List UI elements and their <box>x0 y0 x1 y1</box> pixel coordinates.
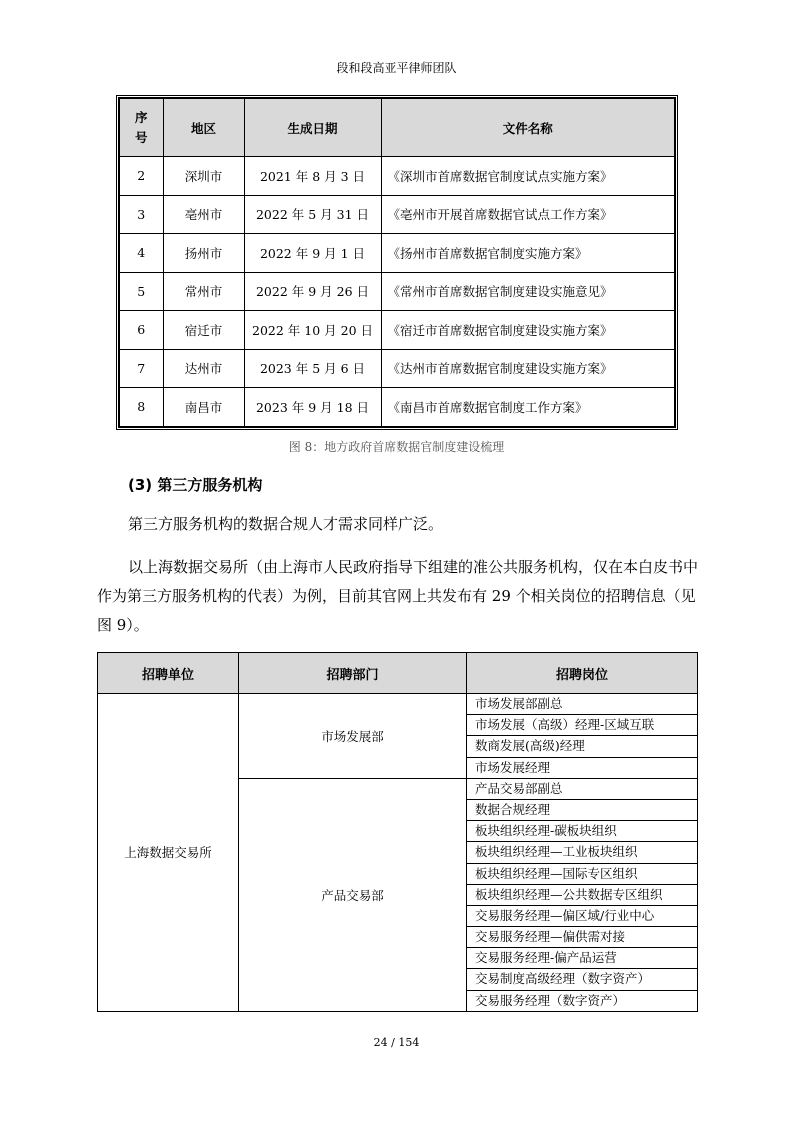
post-item: 市场发展（高级）经理-区域互联 <box>467 715 697 736</box>
post-item: 板块组织经理—国际专区组织 <box>467 864 697 885</box>
row-region: 南昌市 <box>163 388 244 427</box>
paragraph: 以上海数据交易所（由上海市人民政府指导下组建的准公共服务机构，仅在本白皮书中作为第三方服务机构的代表）为例，目前其官网上共发布有 29 个相关岗位的招聘信息（见图 9）。 <box>97 558 699 634</box>
row-index: 2 <box>119 157 163 196</box>
row-date: 2021 年 8 月 3 日 <box>244 157 381 196</box>
row-filename: 《深圳市首席数据官制度试点实施方案》 <box>381 157 675 196</box>
cdo-policy-table <box>118 97 676 428</box>
row-filename: 《宿迁市首席数据官制度建设实施方案》 <box>381 311 675 350</box>
row-region: 达州市 <box>163 349 244 388</box>
header-date: 生成日期 <box>244 98 381 157</box>
row-region: 亳州市 <box>163 195 244 234</box>
table-row <box>119 195 675 234</box>
row-region: 扬州市 <box>163 234 244 273</box>
post-item: 市场发展经理 <box>475 759 551 775</box>
post-item: 板块组织经理—工业板块组织 <box>467 842 697 863</box>
row-index: 7 <box>119 349 163 388</box>
row-date: 2023 年 5 月 6 日 <box>244 349 381 388</box>
header-department: 招聘部门 <box>239 653 467 694</box>
row-index: 3 <box>119 195 163 234</box>
post-item: 交易服务经理（数字资产） <box>475 992 626 1008</box>
paragraph: 第三方服务机构的数据合规人才需求同样广泛。 <box>128 515 444 533</box>
department-cell: 市场发展部 <box>239 694 467 779</box>
row-date: 2022 年 5 月 31 日 <box>244 195 381 234</box>
table-row <box>119 388 675 427</box>
row-index: 8 <box>119 388 163 427</box>
post-item: 板块组织经理—公共数据专区组织 <box>467 885 697 906</box>
row-region: 深圳市 <box>163 157 244 196</box>
row-date: 2022 年 10 月 20 日 <box>244 311 381 350</box>
page-header: 段和段高亚平律师团队 <box>336 61 457 75</box>
row-index: 6 <box>119 311 163 350</box>
post-item: 交易服务经理-偏产品运营 <box>467 948 697 969</box>
row-index: 5 <box>119 272 163 311</box>
row-date: 2022 年 9 月 1 日 <box>244 234 381 273</box>
row-filename: 《南昌市首席数据官制度工作方案》 <box>381 388 675 427</box>
post-item: 数商发展(高级)经理 <box>467 736 697 757</box>
page-number: 24 / 154 <box>373 1036 420 1049</box>
header-index: 序 号 <box>119 98 163 157</box>
unit-cell: 上海数据交易所 <box>98 694 239 1012</box>
posts-cell <box>467 778 698 1011</box>
row-region: 常州市 <box>163 272 244 311</box>
post-item: 数据合规经理 <box>467 800 697 821</box>
row-filename: 《常州市首席数据官制度建设实施意见》 <box>381 272 675 311</box>
row-date: 2023 年 9 月 18 日 <box>244 388 381 427</box>
header-post: 招聘岗位 <box>467 653 698 694</box>
post-item: 市场发展部副总 <box>467 694 697 715</box>
table-row <box>119 311 675 350</box>
header-region: 地区 <box>163 98 244 157</box>
figure-caption: 图 8：地方政府首席数据官制度建设梳理 <box>288 440 505 454</box>
row-filename: 《达州市首席数据官制度建设实施方案》 <box>381 349 675 388</box>
table-row <box>119 234 675 273</box>
row-date: 2022 年 9 月 26 日 <box>244 272 381 311</box>
post-item: 交易服务经理—偏供需对接 <box>467 927 697 948</box>
recruitment-table <box>97 652 698 1012</box>
table-header-row <box>119 98 675 157</box>
table-row <box>119 272 675 311</box>
table-header-row <box>98 653 698 694</box>
department-cell: 产品交易部 <box>239 778 467 1011</box>
table-row <box>98 694 698 779</box>
row-index: 4 <box>119 234 163 273</box>
table-row <box>119 349 675 388</box>
header-filename: 文件名称 <box>381 98 675 157</box>
row-region: 宿迁市 <box>163 311 244 350</box>
post-item: 交易服务经理—偏区域/行业中心 <box>467 906 697 927</box>
post-item: 产品交易部副总 <box>467 779 697 800</box>
header-unit: 招聘单位 <box>98 653 239 694</box>
post-item: 交易制度高级经理（数字资产） <box>467 969 697 990</box>
section-heading: (3) 第三方服务机构 <box>128 476 263 494</box>
post-item: 板块组织经理-碳板块组织 <box>467 821 697 842</box>
table-row <box>119 157 675 196</box>
row-filename: 《扬州市首席数据官制度实施方案》 <box>381 234 675 273</box>
row-filename: 《亳州市开展首席数据官试点工作方案》 <box>381 195 675 234</box>
posts-cell <box>467 694 698 779</box>
